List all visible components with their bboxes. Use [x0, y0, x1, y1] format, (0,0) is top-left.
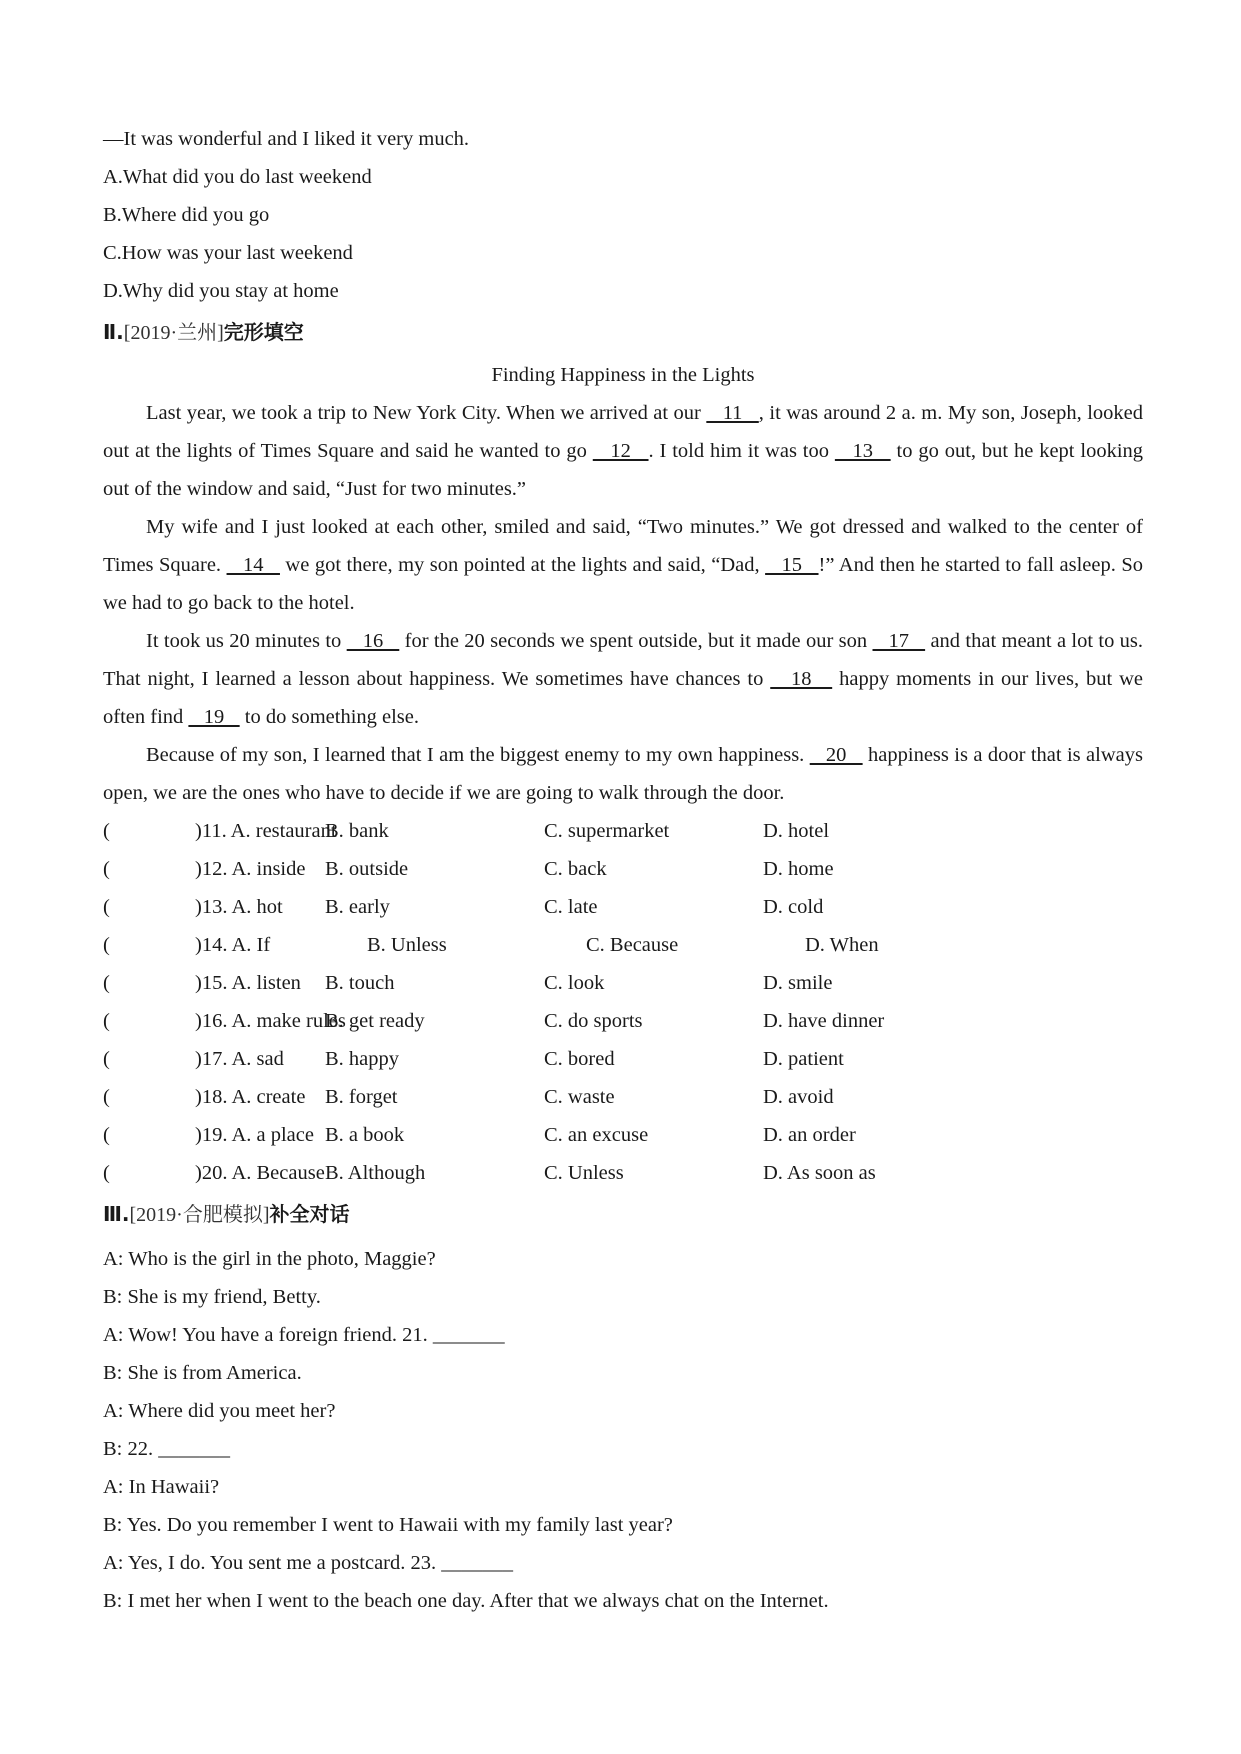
text: Because of my son, I learned that I am the biggest enemy to my own happiness. [146, 744, 810, 766]
blank-17[interactable]: 17 [872, 630, 926, 652]
blank-12[interactable]: 12 [592, 440, 649, 462]
blank-19[interactable]: 19 [188, 706, 240, 728]
dialog-line: B: She is my friend, Betty. [103, 1286, 321, 1308]
option-d: D. hotel [763, 820, 830, 842]
passage-paragraph-1 [103, 394, 1143, 508]
section-number: Ⅱ. [103, 320, 124, 344]
dialog-line: A: Who is the girl in the photo, Maggie? [103, 1248, 436, 1270]
question-row [103, 1116, 1143, 1154]
text: we got there, my son pointed at the lights and said, “Dad, [279, 554, 766, 576]
section-number: Ⅲ. [103, 1202, 130, 1226]
answer-paren[interactable]: ( [103, 972, 110, 994]
text: for the 20 seconds we spent outside, but it made our son [399, 630, 873, 652]
blank-16[interactable]: 16 [346, 630, 400, 652]
text: to do something else. [239, 706, 420, 728]
question-row [103, 850, 1143, 888]
option-a: )19. A. a place [195, 1124, 314, 1146]
option-a: )14. A. If [195, 934, 271, 956]
text: Last year, we took a trip to New York City. When we arrived at our [146, 402, 707, 424]
option-d: D.Why did you stay at home [103, 280, 339, 302]
option-d: D. avoid [763, 1086, 834, 1108]
question-row [103, 1002, 1143, 1040]
option-d: D. When [805, 934, 879, 956]
option-c: C. do sports [544, 1010, 643, 1032]
text: My wife and I just looked at each other, smiled and said, “Two minutes.” We got dressed and walked to the center of Times Square. [103, 516, 1143, 576]
option-b: B. Although [325, 1162, 426, 1184]
dialog-line-22[interactable]: B: 22. _______ [103, 1438, 230, 1460]
option-c: C. Unless [544, 1162, 624, 1184]
dialog-line: A: Where did you meet her? [103, 1400, 336, 1422]
blank-11[interactable]: 11 [706, 402, 759, 424]
answer-paren[interactable]: ( [103, 896, 110, 918]
option-b: B. touch [325, 972, 395, 994]
answer-paren[interactable]: ( [103, 1162, 110, 1184]
worksheet-page [103, 120, 1143, 1620]
option-a: )15. A. listen [195, 972, 301, 994]
passage-title: Finding Happiness in the Lights [491, 364, 755, 386]
option-c: C. back [544, 858, 607, 880]
option-c: C.How was your last weekend [103, 242, 353, 264]
option-a: )12. A. inside [195, 858, 306, 880]
option-b: B. early [325, 896, 390, 918]
dialog-line-21[interactable]: A: Wow! You have a foreign friend. 21. _______ [103, 1324, 505, 1346]
option-a: )18. A. create [195, 1086, 306, 1108]
option-c: C. late [544, 896, 598, 918]
answer-paren[interactable]: ( [103, 1124, 110, 1146]
option-d: D. patient [763, 1048, 844, 1070]
passage-paragraph-4 [103, 736, 1143, 812]
blank-15[interactable]: 15 [765, 554, 819, 576]
option-b: B. bank [325, 820, 389, 842]
option-b: B.Where did you go [103, 204, 270, 226]
question-row [103, 964, 1143, 1002]
section-title: 完形填空 [223, 320, 304, 344]
text: . I told him it was too [648, 440, 835, 462]
option-d: D. smile [763, 972, 833, 994]
text: It took us 20 minutes to [146, 630, 347, 652]
answer-paren[interactable]: ( [103, 934, 110, 956]
option-b: B. Unless [367, 934, 447, 956]
dialog-line: B: I met her when I went to the beach one day. After that we always chat on the Internet. [103, 1590, 829, 1612]
dialog-line: A: In Hawaii? [103, 1476, 220, 1498]
answer-paren[interactable]: ( [103, 858, 110, 880]
option-c: C. waste [544, 1086, 615, 1108]
option-a: )20. A. Because [195, 1162, 325, 1184]
text: to go out, but he kept looking out of the window and said, “Just for two minutes.” [103, 440, 1144, 500]
option-d: D. cold [763, 896, 824, 918]
blank-18[interactable]: 18 [770, 668, 833, 690]
question-row [103, 812, 1143, 850]
section-title: 补全对话 [269, 1202, 350, 1226]
question-row [103, 1154, 1143, 1192]
option-b: B. forget [325, 1086, 398, 1108]
option-c: C. supermarket [544, 820, 670, 842]
option-c: C. look [544, 972, 605, 994]
text: and that meant a lot to us. That night, I learned a lesson about happiness. We sometimes have chances to [103, 630, 1144, 690]
option-c: C. bored [544, 1048, 615, 1070]
text: , it was around 2 a. m. My son, Joseph, looked out at the lights of Times Square and said he wanted to go [103, 402, 1143, 462]
option-d: D. As soon as [763, 1162, 876, 1184]
option-b: B. outside [325, 858, 409, 880]
passage-paragraph-2 [103, 508, 1143, 622]
option-a: )16. A. make rules [195, 1010, 346, 1032]
question-list [103, 812, 1143, 1192]
option-a: )13. A. hot [195, 896, 283, 918]
answer-paren[interactable]: ( [103, 1048, 110, 1070]
answer-paren[interactable]: ( [103, 820, 110, 842]
option-b: B. get ready [325, 1010, 425, 1032]
dialog-line-23[interactable]: A: Yes, I do. You sent me a postcard. 23. _______ [103, 1552, 513, 1574]
section-2-heading [103, 310, 1143, 354]
section-source: [2019·兰州] [123, 322, 224, 344]
text: !” And then he started to fall asleep. So we had to go back to the hotel. [103, 554, 1144, 614]
dialog-line: B: She is from America. [103, 1362, 302, 1384]
option-d: D. have dinner [763, 1010, 885, 1032]
dialog-line: B: Yes. Do you remember I went to Hawaii with my family last year? [103, 1514, 673, 1536]
text: happiness is a door that is always open, we are the ones who have to decide if we are going to walk through the door. [103, 744, 1143, 804]
question-row [103, 888, 1143, 926]
option-c: C. an excuse [544, 1124, 649, 1146]
option-b: B. a book [325, 1124, 405, 1146]
text: happy moments in our lives, but we often find [103, 668, 1143, 728]
question-row [103, 1040, 1143, 1078]
option-a: )11. A. restaurant [195, 820, 337, 842]
blank-20[interactable]: 20 [809, 744, 863, 766]
blank-14[interactable]: 14 [226, 554, 280, 576]
section-3-heading [103, 1192, 1143, 1236]
blank-13[interactable]: 13 [834, 440, 891, 462]
answer-paren[interactable]: ( [103, 1086, 110, 1108]
question-row [103, 926, 1143, 964]
passage-paragraph-3 [103, 622, 1143, 736]
option-d: D. an order [763, 1124, 856, 1146]
option-a: A.What did you do last weekend [103, 166, 372, 188]
question-row [103, 1078, 1143, 1116]
option-d: D. home [763, 858, 834, 880]
option-a: )17. A. sad [195, 1048, 284, 1070]
answer-paren[interactable]: ( [103, 1010, 110, 1032]
answer-line: —It was wonderful and I liked it very much. [103, 128, 470, 150]
option-b: B. happy [325, 1048, 400, 1070]
option-c: C. Because [586, 934, 679, 956]
section-source: [2019·合肥模拟] [129, 1204, 270, 1226]
